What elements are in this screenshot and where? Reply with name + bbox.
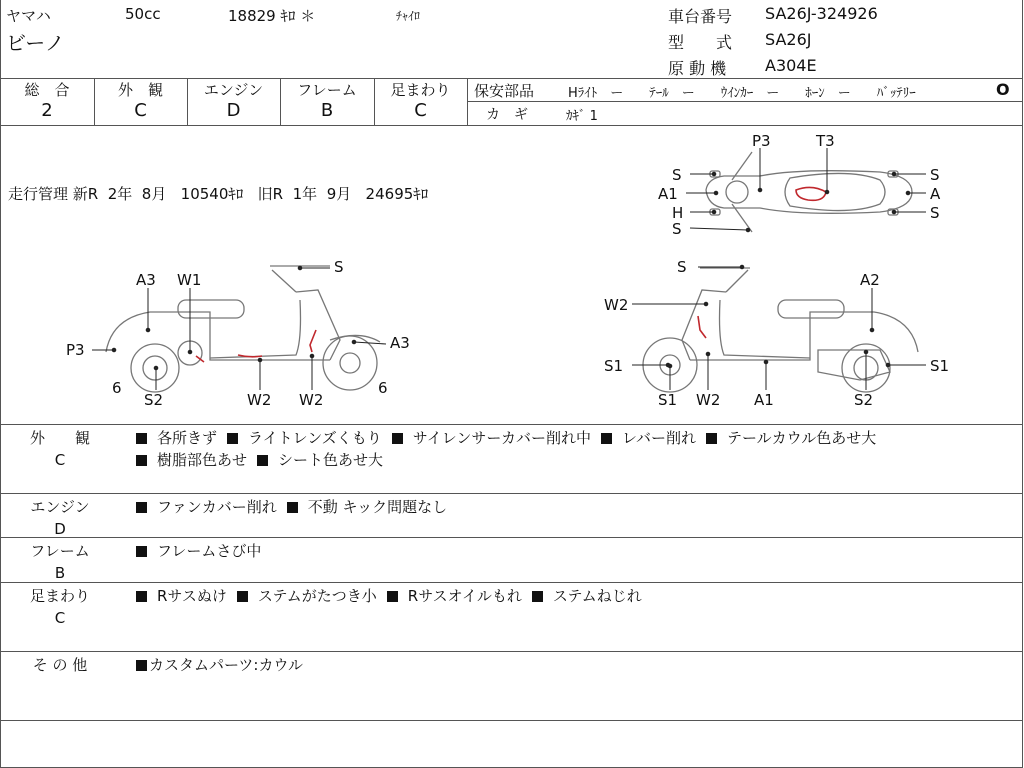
label-6: 6: [378, 379, 388, 397]
key-label: カ ギ: [486, 107, 528, 123]
note-text: シート色あせ大: [278, 451, 384, 469]
scooter-top-view: [706, 152, 912, 232]
notes-category: [0, 585, 120, 629]
square-bullet-icon: [601, 433, 612, 444]
note-item: [136, 656, 303, 674]
divider: [0, 720, 1023, 721]
label-w2: W2: [696, 391, 721, 409]
category-label: 足まわり: [29, 587, 90, 605]
square-bullet-icon: [237, 591, 248, 602]
diagram-labels: [66, 132, 949, 409]
note-item: [237, 587, 377, 605]
note-text: Rサスぬけ: [157, 587, 227, 605]
note-item: [601, 429, 696, 447]
square-bullet-icon: [136, 546, 147, 557]
label-s1: S1: [930, 357, 950, 375]
label-s2: S2: [144, 391, 164, 409]
label-w2: W2: [247, 391, 272, 409]
frame-grade: B: [320, 100, 334, 121]
label-w2: W2: [299, 391, 324, 409]
note-item: [532, 587, 642, 605]
note-text: 樹脂部色あせ: [157, 451, 248, 469]
notes-items: [136, 496, 457, 518]
note-text: Rサスオイルもれ: [407, 587, 522, 605]
frame-no-label: 車台番号: [668, 7, 733, 26]
label-a2: A2: [860, 271, 880, 289]
divider: [0, 537, 1023, 538]
note-item: [136, 429, 217, 447]
suspension-grade-label: 足まわり: [390, 81, 451, 99]
note-text: フレームさび中: [157, 542, 262, 560]
divider: [0, 582, 1023, 583]
note-item: [136, 498, 277, 516]
label-s1: S1: [658, 391, 678, 409]
square-bullet-icon: [287, 502, 298, 513]
note-text: テールカウル色あせ大: [726, 429, 877, 447]
engine-grade: D: [226, 100, 241, 121]
mileage: 18829 ｷﾛ ＊: [228, 7, 316, 25]
battery-mark: O: [996, 80, 1010, 99]
note-text: ファンカバー削れ: [157, 498, 277, 516]
notes-category: [0, 540, 120, 584]
note-item: [136, 587, 227, 605]
key-value: ｶｷﾞ 1: [566, 109, 598, 124]
note-item: [227, 429, 382, 447]
label-a1: A1: [658, 185, 678, 203]
engine-grade-label: エンジン: [203, 81, 264, 99]
square-bullet-icon: [136, 433, 147, 444]
notes-category: [0, 496, 120, 540]
label-a1: A1: [754, 391, 774, 409]
category-grade: B: [54, 564, 66, 582]
divider: [468, 101, 1023, 102]
square-bullet-icon: [227, 433, 238, 444]
label-6: 6: [112, 379, 122, 397]
note-text: ライトレンズくもり: [248, 429, 382, 447]
square-bullet-icon: [257, 455, 268, 466]
note-text: レバー削れ: [622, 429, 696, 447]
label-t3: T3: [816, 132, 835, 150]
safety-items: Hﾗｲﾄ ー ﾃｰﾙ ー ｳｲﾝｶｰ ー ﾎｰﾝ ー ﾊﾞｯﾃﾘｰ: [568, 86, 929, 101]
label-w1: W1: [177, 271, 202, 289]
label-s2: S2: [854, 391, 874, 409]
label-s1: S1: [604, 357, 624, 375]
label-s: S: [677, 258, 687, 276]
overall-label: 総 合: [24, 81, 70, 99]
category-grade: D: [54, 520, 66, 538]
notes-items: [136, 654, 313, 676]
engine-label: 原 動 機: [668, 59, 727, 78]
notes-category: [0, 654, 120, 676]
displacement: 50cc: [125, 5, 161, 23]
exterior-label: 外 観: [117, 81, 163, 99]
model-code: SA26J: [765, 30, 812, 49]
label-h: H: [672, 204, 684, 222]
engine-code: A304E: [765, 56, 817, 75]
square-bullet-icon: [392, 433, 403, 444]
damage-marks: [196, 187, 826, 362]
label-p3: P3: [66, 341, 85, 359]
label-s: S: [672, 220, 682, 238]
notes-category: [0, 427, 120, 471]
square-bullet-icon: [706, 433, 717, 444]
notes-items: [136, 427, 886, 471]
label-a3: A3: [390, 334, 410, 352]
category-label: そ の 他: [32, 656, 88, 674]
note-text: ステムがたつき小: [257, 587, 377, 605]
note-text: 各所きず: [157, 429, 218, 447]
category-grade: C: [54, 451, 66, 469]
model-label: 型 式: [668, 33, 733, 52]
label-s: S: [334, 258, 344, 276]
note-text: ステムねじれ: [552, 587, 642, 605]
label-s: S: [930, 166, 940, 184]
divider: [0, 651, 1023, 652]
note-item: [287, 498, 447, 516]
category-label: 外 観: [29, 429, 90, 447]
square-bullet-icon: [387, 591, 398, 602]
notes-items: [136, 540, 271, 562]
note-item: [136, 542, 261, 560]
label-s: S: [672, 166, 682, 184]
divider: [0, 424, 1023, 425]
notes-items: [136, 585, 652, 607]
divider: [467, 78, 468, 126]
note-item: [392, 429, 591, 447]
label-a: A: [930, 185, 941, 203]
exterior-grade: C: [134, 100, 147, 121]
note-text: サイレンサーカバー削れ中: [412, 429, 592, 447]
odometer-history: 走行管理 新R 2年 8月 10540ｷﾛ 旧R 1年 9月 24695ｷﾛ: [8, 185, 429, 203]
square-bullet-icon: [532, 591, 543, 602]
note-item: [136, 451, 247, 469]
category-grade: C: [54, 609, 66, 627]
label-s: S: [930, 204, 940, 222]
category-label: フレーム: [30, 542, 90, 560]
label-w2: W2: [604, 296, 629, 314]
suspension-grade: C: [414, 100, 427, 121]
color: ﾁｬｲﾛ: [396, 9, 421, 23]
square-bullet-icon: [136, 502, 147, 513]
damage-diagram: [0, 126, 1024, 426]
frame-no: SA26J-324926: [765, 4, 878, 23]
note-text: カスタムパーツ:カウル: [149, 656, 304, 674]
square-bullet-icon: [136, 591, 147, 602]
model-name: ビーノ: [6, 31, 65, 55]
note-item: [706, 429, 876, 447]
note-text: 不動 キック問題なし: [307, 498, 448, 516]
safety-label: 保安部品: [474, 82, 535, 100]
label-a3: A3: [136, 271, 156, 289]
note-item: [257, 451, 383, 469]
maker: ヤマハ: [6, 7, 51, 25]
square-bullet-icon: [136, 455, 147, 466]
square-bullet-icon: [136, 660, 147, 671]
divider: [0, 493, 1023, 494]
label-p3: P3: [752, 132, 771, 150]
note-item: [387, 587, 522, 605]
category-label: エンジン: [30, 498, 90, 516]
frame-grade-label: フレーム: [297, 81, 357, 99]
overall-grade: 2: [41, 100, 53, 121]
